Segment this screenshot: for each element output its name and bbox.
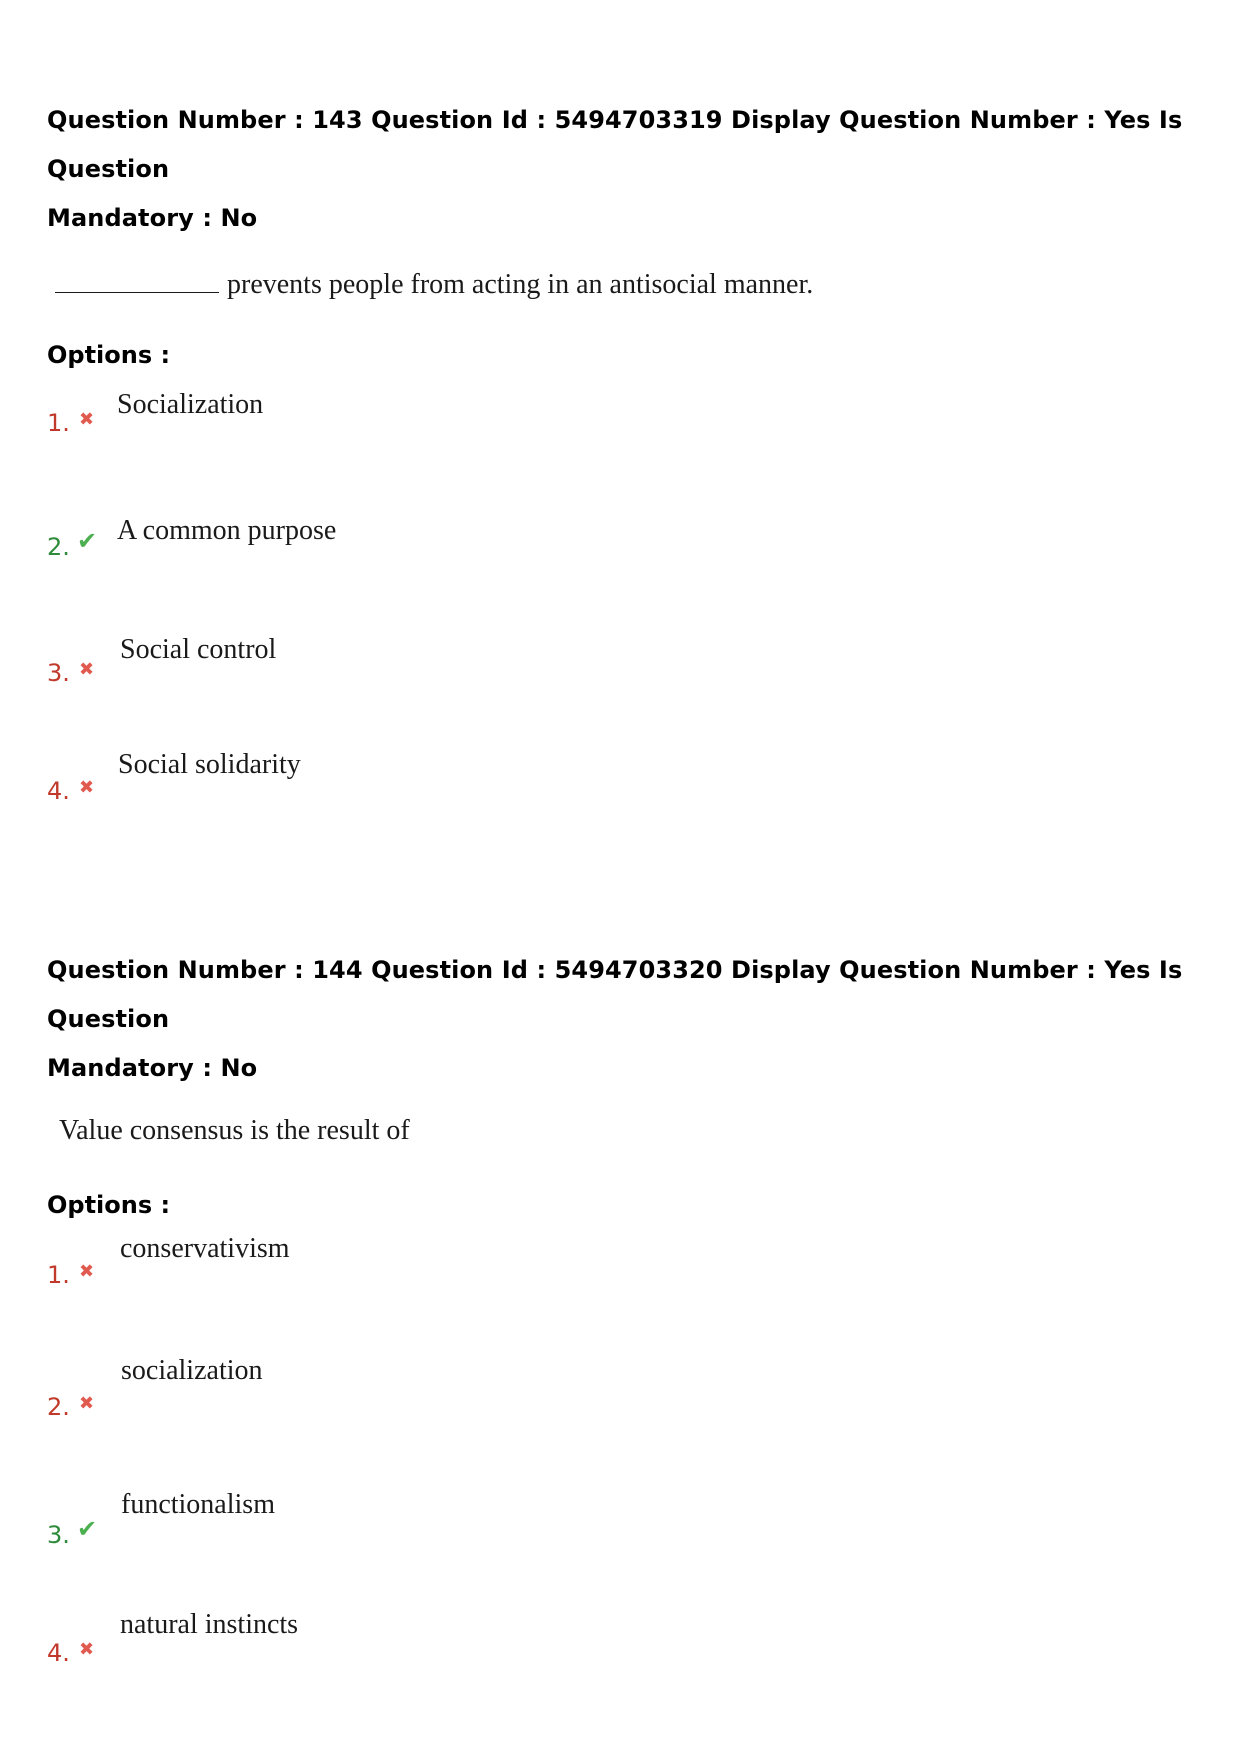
- question-header-line1: Question Number : 143 Question Id : 5494703319 Display Question Number : Yes Is Question: [47, 106, 1183, 183]
- fill-in-blank: [55, 272, 219, 293]
- question-text-body: prevents people from acting in an antisocial manner.: [227, 269, 814, 300]
- option-number: 4.: [47, 1639, 70, 1667]
- option-number: 2.: [47, 1393, 70, 1421]
- option-text: socialization: [121, 1355, 263, 1386]
- option-number: 3.: [47, 1521, 70, 1549]
- question-header: [47, 946, 1207, 1093]
- question-text: Value consensus is the result of: [59, 1115, 410, 1146]
- check-icon: ✔: [77, 527, 98, 555]
- cross-icon: ✖: [79, 1639, 95, 1660]
- option-text: functionalism: [121, 1489, 275, 1520]
- option-item: [47, 1609, 1207, 1721]
- option-number: 4.: [47, 777, 70, 805]
- cross-icon: ✖: [79, 659, 95, 680]
- option-text: natural instincts: [120, 1609, 299, 1640]
- option-item: [47, 1219, 1207, 1353]
- cross-icon: ✖: [79, 777, 95, 798]
- option-item: [47, 369, 1207, 501]
- option-item: [47, 629, 1207, 759]
- option-item: [47, 501, 1207, 629]
- option-item: [47, 1489, 1207, 1621]
- option-text: A common purpose: [117, 515, 337, 546]
- check-icon: ✔: [77, 1515, 98, 1543]
- options-label: Options :: [47, 1191, 171, 1219]
- options-label: Options :: [47, 341, 171, 369]
- option-number: 3.: [47, 659, 70, 687]
- option-number: 2.: [47, 533, 70, 561]
- option-number: 1.: [47, 409, 70, 437]
- cross-icon: ✖: [79, 1261, 95, 1282]
- question-block: [47, 946, 1207, 1721]
- question-header: [47, 96, 1207, 243]
- option-number: 1.: [47, 1261, 70, 1289]
- question-header-line1: Question Number : 144 Question Id : 5494703320 Display Question Number : Yes Is Question: [47, 956, 1183, 1033]
- cross-icon: ✖: [79, 1393, 95, 1414]
- question-text: [55, 269, 1207, 301]
- option-item: [47, 1353, 1207, 1493]
- question-header-line2: Mandatory : No: [47, 1054, 258, 1082]
- option-item: [47, 749, 1207, 859]
- option-text: Social control: [120, 634, 277, 665]
- question-block: [47, 96, 1207, 859]
- cross-icon: ✖: [79, 409, 95, 430]
- question-header-line2: Mandatory : No: [47, 204, 258, 232]
- option-text: Socialization: [117, 389, 264, 420]
- option-text: Social solidarity: [118, 749, 301, 780]
- option-text: conservativism: [120, 1233, 290, 1264]
